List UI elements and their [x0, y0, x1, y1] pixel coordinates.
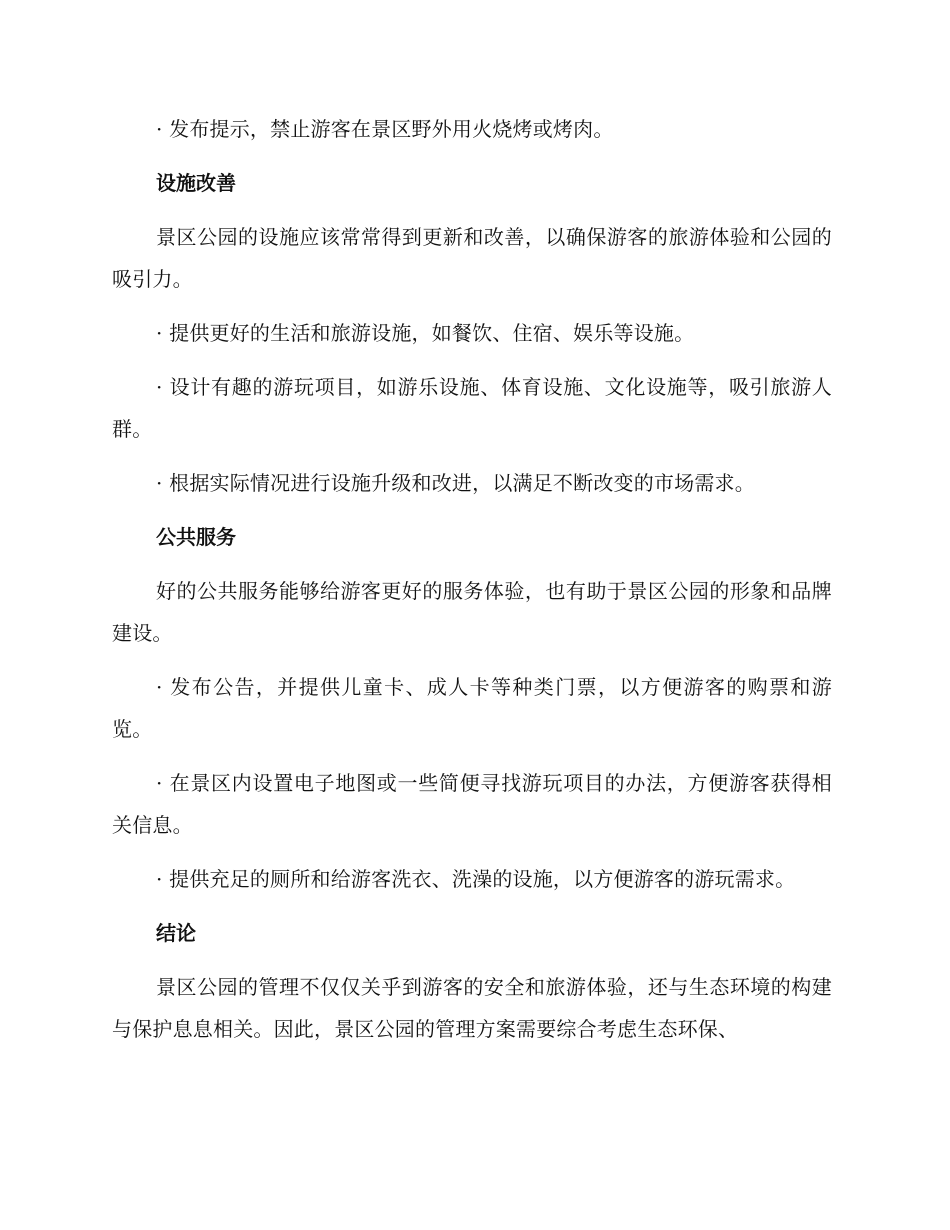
bullet-tickets: · 发布公告，并提供儿童卡、成人卡等种类门票，以方便游客的购票和游览。 — [112, 675, 832, 741]
conclusion-paragraph: 景区公园的管理不仅仅关乎到游客的安全和旅游体验，还与生态环境的构建与保护息息相关。因此，景区公园的管理方案需要综合考虑生态环保、 — [112, 975, 832, 1041]
document-body — [112, 108, 832, 1062]
section-heading-facility-improvement: 设施改善 — [156, 171, 236, 195]
section-heading-public-service: 公共服务 — [156, 525, 236, 549]
bullet-electronic-map: · 在景区内设置电子地图或一些简便寻找游玩项目的办法，方便游客获得相关信息。 — [112, 771, 832, 837]
bullet-no-bbq: · 发布提示，禁止游客在景区野外用火烧烤或烤肉。 — [156, 117, 614, 141]
bullet-better-facilities: · 提供更好的生活和旅游设施，如餐饮、住宿、娱乐等设施。 — [156, 321, 695, 345]
facility-intro-paragraph: 景区公园的设施应该常常得到更新和改善，以确保游客的旅游体验和公园的吸引力。 — [112, 225, 832, 291]
section-heading-conclusion: 结论 — [156, 921, 196, 945]
bullet-upgrade-facilities: · 根据实际情况进行设施升级和改进，以满足不断改变的市场需求。 — [156, 471, 755, 495]
bullet-fun-projects: · 设计有趣的游玩项目，如游乐设施、体育设施、文化设施等，吸引旅游人群。 — [112, 375, 832, 441]
bullet-toilets-laundry: · 提供充足的厕所和给游客洗衣、洗澡的设施，以方便游客的游玩需求。 — [156, 867, 796, 891]
public-service-intro-paragraph: 好的公共服务能够给游客更好的服务体验，也有助于景区公园的形象和品牌建设。 — [112, 579, 832, 645]
